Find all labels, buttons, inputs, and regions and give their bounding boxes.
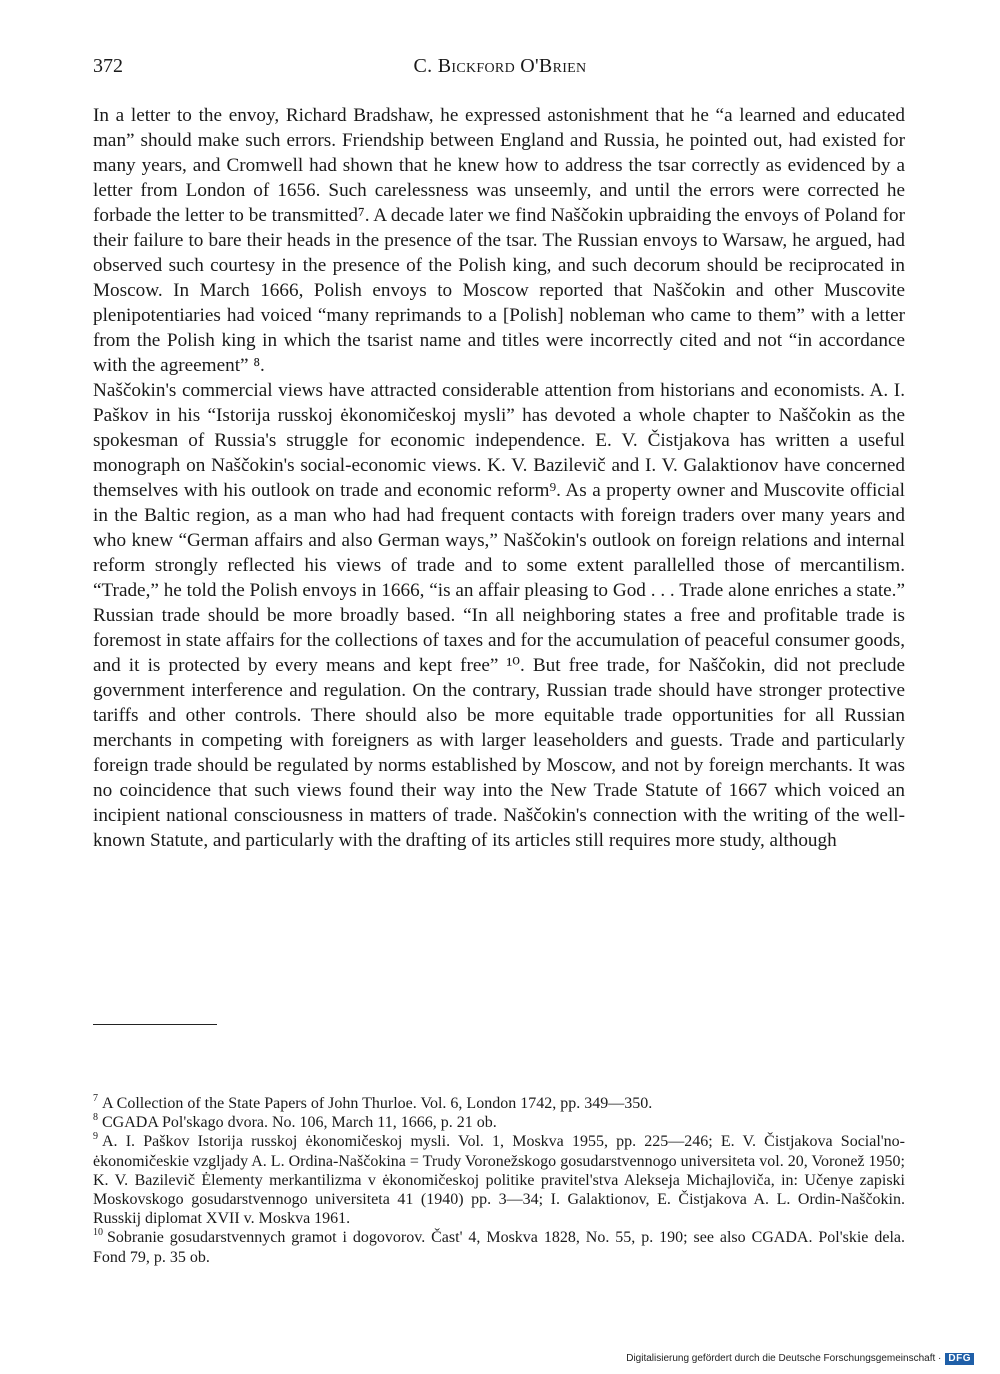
footnote-marker: 8 (93, 1112, 98, 1124)
dfg-logo-icon: DFG (945, 1353, 974, 1365)
body-paragraph-1: In a letter to the envoy, Richard Bradshaw, he expressed astonishment that he “a learned and educated man” should make such errors. Friendship between England and Russia, he pointed out, had existed for many years, and Cromwell had shown that he knew how to address the tsar correctly as evidenced by a letter from London of 1656. Such carelessness was unseemly, and until the errors were corrected he forbade the letter to be transmitted⁷. A decade later we find Naščokin upbraiding the envoys of Poland for their failure to bare their heads in the presence of the tsar. The Russian envoys to Warsaw, he argued, had observed such courtesy in the presence of the Polish king, and such decorum should be reciprocated in Moscow. In March 1666, Polish envoys to Moscow reported that Naščokin and other Muscovite plenipotentiaries had voiced “many reprimands to a [Polish] nobleman who came to them” with a letter from the Polish king in which the tsarist name and titles were incorrectly cited and not “in accordance with the agreement” ⁸. (93, 105, 905, 376)
footnote-9 (93, 1132, 905, 1228)
footnote-text: A. I. Paškov Istorija russkoj ėkonomičeskoj mysli. Vol. 1, Moskva 1955, pp. 225—246; E. V. Čistjakova Social'no-ėkonomičeskie vzgljady A. L. Ordina-Naščokina = Trudy Voronežskogo gosudarstvennogo universiteta vol. 20, Voronež 1950; K. V. Bazilevič Ėlementy merkantilizma v ėkonomičeskoj politike pravitel'stva Alekseja Michajloviča, in: Učenye zapiski Moskovskogo gosudarstvennogo universiteta 41 (1940) pp. 3—34; I. Galaktionov, E. Čistjakova A. L. Ordin-Naščokin. Russkij diplomat XVII v. Moskva 1961. (93, 1133, 905, 1228)
footnotes (93, 1094, 905, 1267)
footnote-8 (93, 1113, 905, 1132)
main-text (93, 103, 905, 853)
digitization-credit (626, 1352, 974, 1366)
footnote-10 (93, 1228, 905, 1266)
footnote-separator (93, 1024, 217, 1025)
footnote-text: A Collection of the State Papers of John Thurloe. Vol. 6, London 1742, pp. 349—350. (102, 1095, 653, 1112)
credit-text: Digitalisierung gefördert durch die Deutsche Forschungsgemeinschaft · (626, 1353, 942, 1364)
footnote-marker: 7 (93, 1093, 98, 1104)
footnote-text: Sobranie gosudarstvennych gramot i dogovorov. Čast' 4, Moskva 1828, No. 55, p. 190; see also CGADA. Pol'skie dela. Fond 79, p. 35 ob. (93, 1229, 905, 1266)
footnote-marker: 10 (93, 1227, 103, 1239)
footnote-text: CGADA Pol'skago dvora. No. 106, March 11, 1666, p. 21 ob. (102, 1114, 497, 1132)
footnote-7 (93, 1094, 905, 1113)
footnote-marker: 9 (93, 1131, 98, 1143)
page-number: 372 (93, 55, 123, 77)
body-paragraph-2: Naščokin's commercial views have attracted considerable attention from historians and economists. A. I. Paškov in his “Istorija russkoj ėkonomičeskoj mysli” has devoted a whole chapter to Naščokin as the spokesman of Russia's struggle for economic independence. E. V. Čistjakova has written a useful monograph on Naščokin's social-economic views. K. V. Bazilevič and I. V. Galaktionov have concerned themselves with his outlook on trade and economic reform⁹. As a property owner and Muscovite official in the Baltic region, as a man who had had frequent contacts with foreign traders over many years and who knew “German affairs and also German ways,” Naščokin's outlook on foreign relations and internal reform strongly reflected his views of trade and to some extent parallelled those of mercantilism. “Trade,” he told the Polish envoys in 1666, “is an affair pleasing to God . . . Trade alone enriches a state.” Russian trade should be more broadly based. “In all neighboring states a free and profitable trade is foremost in state affairs for the collections of taxes and for the accumulation of peaceful consumer goods, and it is protected by every means and kept free” ¹⁰. But free trade, for Naščokin, did not preclude government interference and regulation. On the contrary, Russian trade should have stronger protective tariffs and other controls. There should also be more equitable trade opportunities for all Russian merchants in competing with foreigners as with larger leaseholders and guests. Trade and particularly foreign trade should be regulated by norms established by Moscow, and not by foreign merchants. It was no coincidence that such views found their way into the New Trade Statute of 1667 which voiced an incipient national consciousness in matters of trade. Naščokin's connection with the writing of the well-known Statute, and particularly with the drafting of its articles still requires more study, although (93, 380, 905, 851)
running-head: C. Bickford O'Brien (413, 55, 587, 77)
